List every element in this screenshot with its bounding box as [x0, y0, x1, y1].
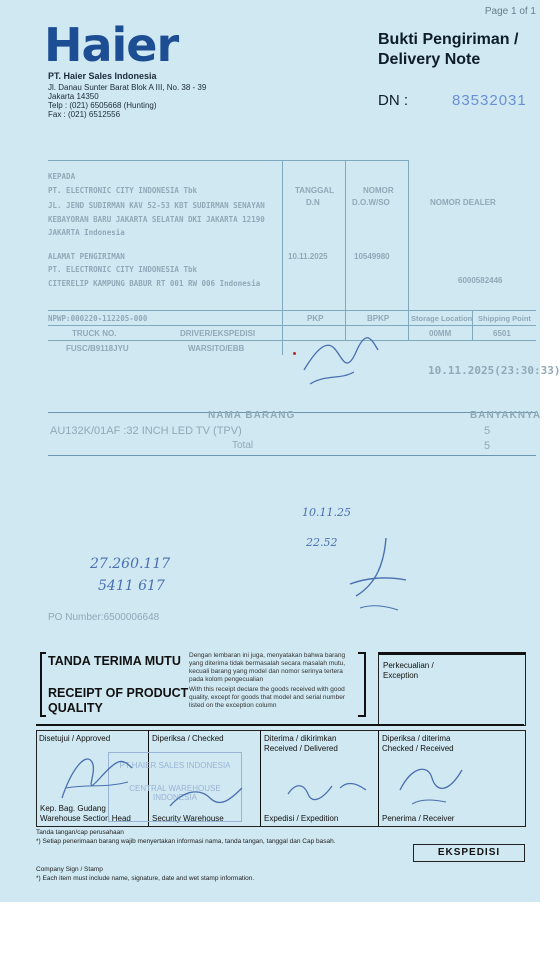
sig-received-label-2: Received / Delivered [264, 744, 338, 753]
shipping-label: Shipping Point [478, 314, 531, 323]
truck-label: TRUCK NO. [72, 329, 117, 338]
dealer-label: NOMOR DEALER [430, 198, 496, 207]
receiver-box-signature [392, 760, 472, 810]
print-timestamp: 10.11.2025(23:30:33) [428, 364, 560, 377]
exception-label-2: Exception [383, 671, 419, 680]
recipient-address-2: KEBAYORAN BARU JAKARTA SELATAN DKI JAKARTA 12190 [48, 215, 265, 224]
sig-approved-label: Disetujui / Approved [39, 734, 111, 743]
tanggal-value: 10.11.2025 [288, 252, 328, 261]
company-name: PT. Haier Sales Indonesia [48, 71, 157, 81]
quality-title-en-1: RECEIPT OF PRODUCT [48, 686, 189, 700]
sig-approved-foot-2: Warehouse Section Head [40, 814, 131, 823]
company-telp: Telp : (021) 6505668 (Hunting) [48, 101, 157, 110]
checked-signature [160, 770, 250, 820]
shipping-value: 6501 [493, 329, 511, 338]
item-row-name: AU132K/01AF :32 INCH LED TV (TPV) [50, 425, 242, 437]
dn-number: 83532031 [452, 92, 527, 109]
storage-value: 00MM [429, 329, 452, 338]
sig-checked-label: Diperiksa / Checked [152, 734, 224, 743]
driver-label: DRIVER/EKSPEDISI [180, 329, 256, 338]
quality-text-en: With this receipt declare the goods received with good quality, except for goods that model and serial number listed on the exception column [189, 686, 345, 709]
tanggal-sub: D.N [306, 198, 320, 207]
footer-id-note: *) Setiap penerimaan barang wajib menyertakan informasi nama, tanda tangan, tanggal dan Cap basah. [36, 838, 336, 845]
recipient-address-3: JAKARTA Indonesia [48, 228, 125, 237]
tanggal-label: TANGGAL [295, 186, 334, 195]
handwritten-note-1: 27.260.117 [90, 556, 171, 572]
storage-label: Storage Location [411, 314, 473, 323]
driver-value: WARSITO/EBB [188, 344, 245, 353]
approved-signature [52, 748, 142, 808]
title-line-2: Delivery Note [378, 51, 481, 68]
dn-label: DN : [378, 92, 408, 109]
nomor-label: NOMOR [363, 186, 394, 195]
handwritten-date: 10.11.25 [302, 506, 351, 519]
col-nama-barang: NAMA BARANG [208, 410, 296, 421]
nomor-sub: D.O.W/SO [352, 198, 390, 207]
po-number: PO Number:6500006648 [48, 612, 160, 623]
recipient-name: PT. ELECTRONIC CITY INDONESIA Tbk [48, 186, 198, 195]
ship-address: CITERELIP KAMPUNG BABUR RT 001 RW 006 Indonesia [48, 279, 261, 288]
item-row-qty: 5 [484, 425, 491, 437]
sig-received-label-1: Diterima / dikirimkan [264, 734, 337, 743]
alamat-label: ALAMAT PENGIRIMAN [48, 252, 125, 261]
quality-title-id: TANDA TERIMA MUTU [48, 654, 181, 668]
company-address-2: Jakarta 14350 [48, 92, 99, 101]
stamp-line-2: CENTRAL WAREHOUSE INDONESIA [129, 784, 221, 802]
exception-box [378, 652, 526, 726]
quality-text-id: Dengan lembaran ini juga, menyatakan bahwa barang yang diterima tidak bermasalah secara masalah mutu, kecuali barang yang model dan nomor serinya tertera pada kolom pengecualian [189, 652, 346, 683]
handwritten-note-2: 5411 617 [98, 578, 165, 594]
document-title [378, 30, 518, 70]
total-label: Total [232, 440, 254, 451]
expedition-signature [282, 770, 372, 810]
sig-receiver-label-1: Diperiksa / diterima [382, 734, 451, 743]
col-banyaknya: BANYAKNYA [470, 410, 542, 421]
bpkp-label: BPKP [367, 314, 390, 323]
sig-checked-foot: Security Warehouse [152, 814, 224, 823]
truck-value: FUSC/B9118JYU [66, 344, 129, 353]
driver-signature [296, 330, 386, 392]
footer-en-note: *) Each item must include name, signature, date and wet stamp information. [36, 875, 255, 882]
company-logo: Haier [44, 18, 179, 72]
kepada-label: KEPADA [48, 172, 76, 181]
ekspedisi-box: EKSPEDISI [413, 844, 525, 862]
red-dot [293, 352, 296, 355]
dealer-value: 6000582446 [458, 276, 503, 285]
sig-received-foot: Expedisi / Expedition [264, 814, 339, 823]
pkp-label: PKP [307, 314, 324, 323]
exception-label-1: Perkecualian / [383, 661, 434, 670]
sig-approved-foot-1: Kep. Bag. Gudang [40, 804, 106, 813]
recipient-address-1: JL. JEND SUDIRMAN KAV 52-53 KBT SUDIRMAN SENAYAN [48, 201, 265, 210]
sig-receiver-label-2: Checked / Received [382, 744, 454, 753]
total-qty: 5 [484, 440, 491, 452]
title-line-1: Bukti Pengiriman / [378, 31, 519, 48]
npwp: NPWP:000220-112205-000 [48, 314, 148, 323]
quality-title-en-2: QUALITY [48, 701, 103, 715]
page-number: Page 1 of 1 [484, 6, 536, 17]
company-address-1: Jl. Danau Sunter Barat Blok A III, No. 38 - 39 [48, 83, 207, 92]
stamp-line-1: PT HAIER SALES INDONESIA [119, 761, 231, 770]
nomor-value: 10549980 [354, 252, 390, 261]
footer-en-label: Company Sign / Stamp [36, 866, 103, 873]
handwritten-time: 22.52 [306, 536, 338, 549]
footer-id-label: Tanda tangan/cap perusahaan [36, 829, 124, 836]
company-fax: Fax : (021) 6512556 [48, 110, 121, 119]
ship-name: PT. ELECTRONIC CITY INDONESIA Tbk [48, 265, 198, 274]
sig-receiver-foot: Penerima / Receiver [382, 814, 455, 823]
receiver-signature [346, 534, 416, 614]
